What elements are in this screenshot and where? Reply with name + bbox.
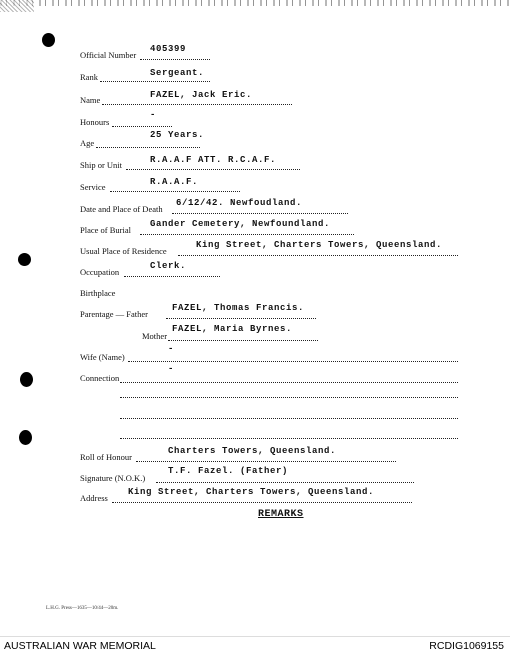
- roll-honour-line: [136, 461, 396, 462]
- honours-label: Honours: [80, 117, 110, 127]
- roll-honour-label: Roll of Honour: [80, 452, 132, 462]
- archive-footer: [0, 636, 510, 655]
- connection-label: Connection: [80, 373, 120, 383]
- birthplace-label: Birthplace: [80, 288, 116, 298]
- address-line: [112, 502, 412, 503]
- connection-value: -: [168, 364, 175, 374]
- mother-line: [168, 340, 318, 341]
- official-number-line: [140, 59, 210, 60]
- age-line: [96, 147, 200, 148]
- place-burial-line: [140, 234, 354, 235]
- wife-value: -: [168, 344, 175, 354]
- record-id: RCDIG1069155: [429, 640, 504, 652]
- mother-value: FAZEL, Maria Byrnes.: [172, 324, 293, 334]
- address-label: Address: [80, 493, 108, 503]
- punch-hole-middle: [18, 253, 31, 266]
- place-burial-value: Gander Cemetery, Newfoundland.: [150, 219, 331, 229]
- age-label: Age: [80, 138, 95, 148]
- name-label: Name: [80, 95, 101, 105]
- ship-or-unit-label: Ship or Unit: [80, 160, 123, 170]
- rank-label: Rank: [80, 72, 98, 82]
- honours-line: [112, 126, 172, 127]
- parentage-father-line: [166, 318, 316, 319]
- service-label: Service: [80, 182, 106, 192]
- signature-value: T.F. Fazel. (Father): [168, 466, 289, 476]
- mother-label: Mother: [142, 331, 168, 341]
- service-value: R.A.A.F.: [150, 177, 199, 187]
- address-value: King Street, Charters Towers, Queensland.: [128, 487, 375, 497]
- name-value: FAZEL, Jack Eric.: [150, 90, 253, 100]
- usual-residence-line: [178, 255, 458, 256]
- ship-or-unit-value: R.A.A.F ATT. R.C.A.F.: [150, 155, 277, 165]
- wife-label: Wife (Name): [80, 352, 125, 362]
- connection-line-4: [120, 438, 458, 439]
- signature-label: Signature (N.O.K.): [80, 473, 146, 483]
- archive-name: AUSTRALIAN WAR MEMORIAL: [4, 640, 156, 652]
- parentage-father-label: Parentage — Father: [80, 309, 148, 319]
- usual-residence-value: King Street, Charters Towers, Queensland.: [196, 240, 443, 250]
- official-number-value: 405399: [150, 44, 187, 54]
- connection-line-3: [120, 418, 458, 419]
- occupation-value: Clerk.: [150, 261, 187, 271]
- honours-value: -: [150, 110, 157, 120]
- printer-imprint: L.H.G. Press—1635—10/44—20m.: [46, 606, 119, 611]
- ship-or-unit-line: [126, 169, 300, 170]
- usual-residence-label: Usual Place of Residence: [80, 246, 167, 256]
- rank-value: Sergeant.: [150, 68, 205, 78]
- official-number-label: Official Number: [80, 50, 137, 60]
- occupation-line: [124, 276, 220, 277]
- punch-hole-lower: [20, 372, 33, 387]
- rank-line: [100, 81, 210, 82]
- punch-hole-bottom: [19, 430, 32, 445]
- scan-corner-mark: [0, 0, 34, 12]
- punch-hole-top: [42, 33, 55, 47]
- wife-line: [128, 361, 458, 362]
- parentage-father-value: FAZEL, Thomas Francis.: [172, 303, 305, 313]
- roll-honour-value: Charters Towers, Queensland.: [168, 446, 337, 456]
- signature-line: [156, 482, 414, 483]
- name-line: [102, 104, 292, 105]
- service-line: [110, 191, 240, 192]
- connection-line-2: [120, 397, 458, 398]
- age-value: 25 Years.: [150, 130, 205, 140]
- date-place-death-value: 6/12/42. Newfoudland.: [176, 198, 303, 208]
- scan-top-edge: [0, 0, 510, 6]
- connection-line-1: [120, 382, 458, 383]
- occupation-label: Occupation: [80, 267, 120, 277]
- remarks-heading: REMARKS: [258, 509, 304, 520]
- date-place-death-line: [172, 213, 348, 214]
- date-place-death-label: Date and Place of Death: [80, 204, 163, 214]
- place-burial-label: Place of Burial: [80, 225, 131, 235]
